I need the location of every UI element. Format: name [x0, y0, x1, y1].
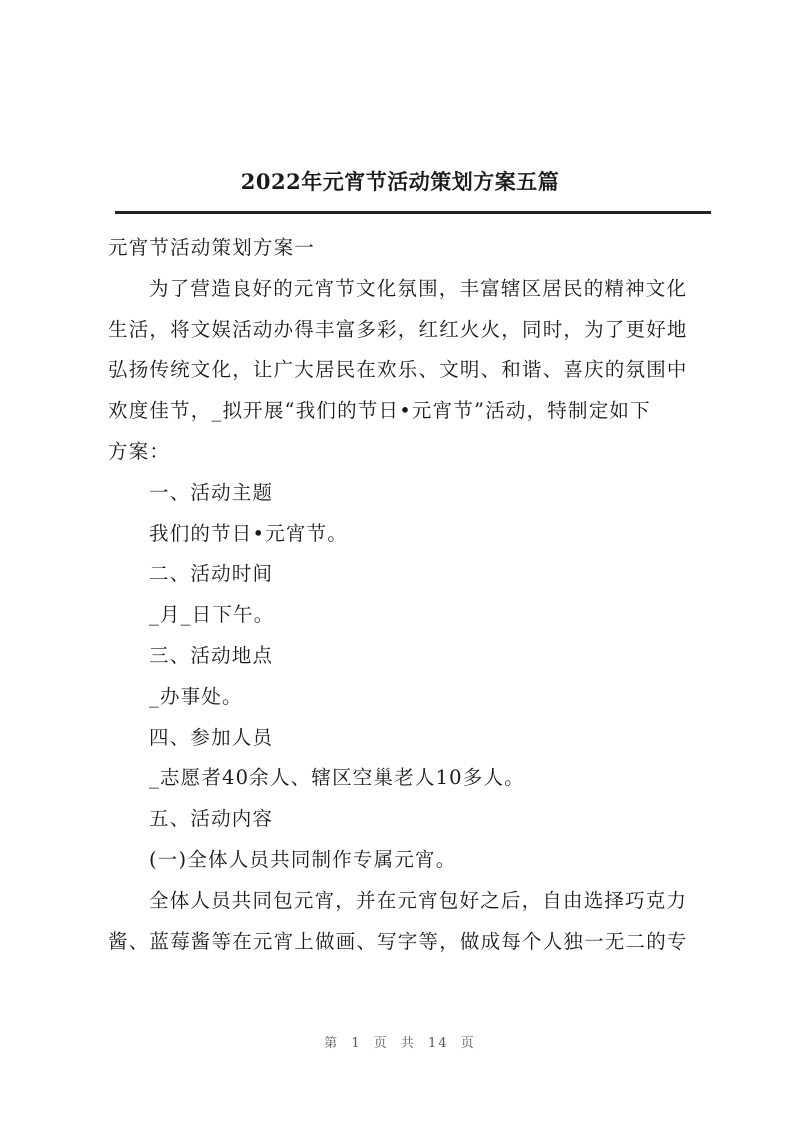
- list-item: 一、活动主题: [149, 480, 274, 504]
- list-item: 五、活动内容: [149, 807, 274, 831]
- paragraph-line: 生活，将文娱活动办得丰富多彩，红红火火，同时，为了更好地: [108, 317, 688, 341]
- paragraph-line: 酱、蓝莓酱等在元宵上做画、写字等，做成每个人独一无二的专: [108, 929, 688, 953]
- paragraph-line: 全体人员共同包元宵，并在元宵包好之后，自由选择巧克力: [149, 888, 688, 912]
- list-item: 四、参加人员: [149, 725, 274, 749]
- document-body: [108, 228, 712, 962]
- paragraph-line: 弘扬传统文化，让广大居民在欢乐、文明、和谐、喜庆的氛围中: [108, 358, 688, 382]
- title-divider: [115, 211, 711, 214]
- paragraph-line: 欢度佳节，_拟开展“我们的节日•元宵节”活动，特制定如下: [108, 399, 651, 423]
- paragraph-line: 为了营造良好的元宵节文化氛围，丰富辖区居民的精神文化: [149, 276, 688, 300]
- section-heading: 元宵节活动策划方案一: [108, 236, 316, 259]
- paragraph-line: 方案：: [108, 439, 171, 463]
- list-item: _月_日下午。: [149, 603, 275, 627]
- list-item: _志愿者40余人、辖区空巢老人10多人。: [149, 766, 525, 790]
- list-item: (一)全体人员共同制作专属元宵。: [149, 847, 457, 871]
- page-number-footer: 第 1 页 共 14 页: [324, 1036, 476, 1051]
- list-item: 二、活动时间: [149, 562, 274, 586]
- list-item: 我们的节日•元宵节。: [149, 521, 349, 545]
- list-item: _办事处。: [149, 684, 243, 708]
- document-title: 2022年元宵节活动策划方案五篇: [240, 169, 560, 194]
- list-item: 三、活动地点: [149, 643, 274, 667]
